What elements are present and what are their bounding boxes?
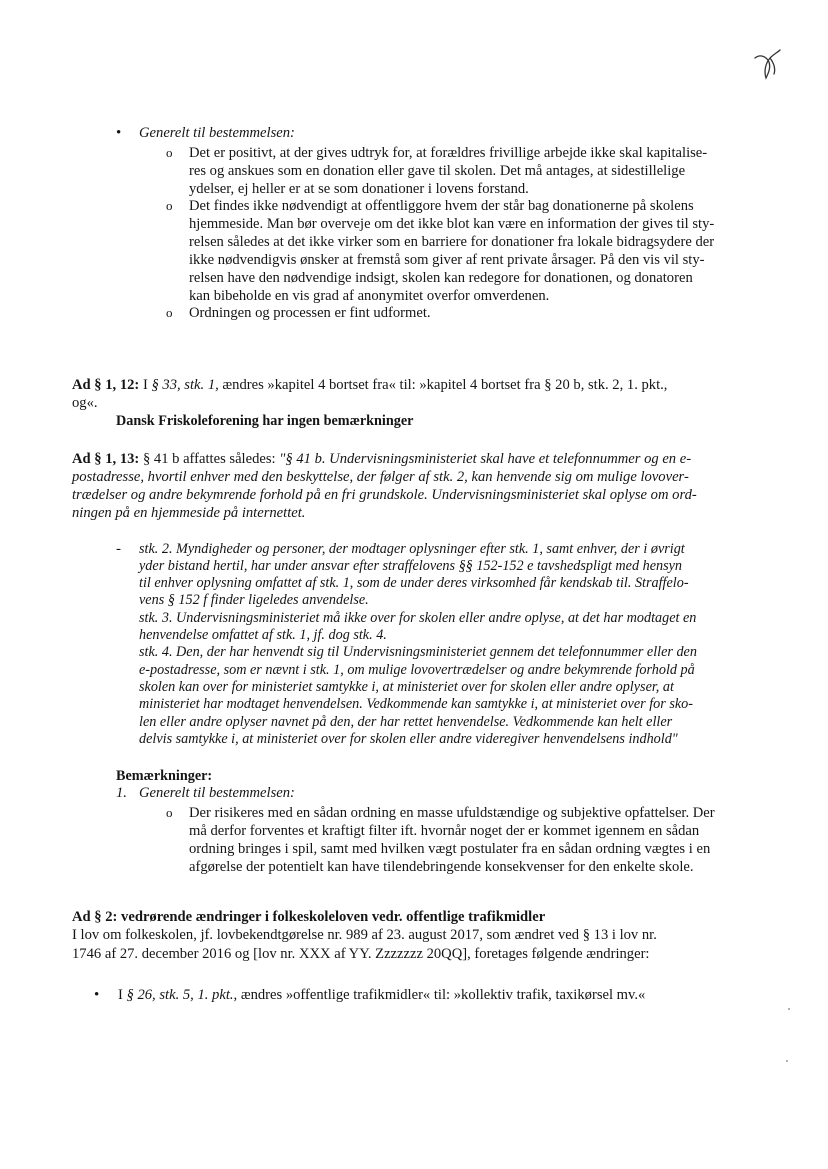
text-line: Ordningen og processen er fint udformet. [189,305,431,321]
circle-bullet-icon: o [166,198,173,213]
bullet-icon: • [116,125,122,141]
legal-reference: § 26, stk. 5, 1. pkt., [126,987,238,1003]
text-line: postadresse, hvortil enhver med den beskyttelse, der følger af stk. 2, kan henvende sig om mulige lovover- [72,469,689,485]
text-line: Det er positivt, at der gives udtryk for, at forældres frivillige arbejde ikke skal kapitalise- [189,145,708,161]
text-line: relsen have den nødvendige indsigt, skolen kan redegore for donationen, og donatoren [189,270,693,286]
text-line: res og anskues som en donation eller gave til skolen. Det må antages, at sidestillelige [189,163,686,179]
text-line: I lov om folkeskolen, jf. lovbekendtgørelse nr. 989 af 23. august 2017, som ændret ved § 13 i lov nr. [72,927,657,943]
scan-speck [786,1060,788,1062]
text-line: og«. [72,395,98,411]
quote-line: stk. 4. Den, der har henvendt sig til Undervisningsministeriet gennem det telefonnummer eller den [139,644,697,660]
remarks-heading: Bemærkninger: [116,768,213,784]
text-span: I [118,987,127,1003]
paragraph-ad-1-13 [72,450,691,468]
quote-line: len eller andre oplyser navnet på den, der har rettet henvendelse. Vedkommende kan helt eller [139,714,673,730]
legal-reference: § 33, stk. 1, [151,377,219,393]
text-line: kan bibeholde en vis grad af anonymitet overfor omverdenen. [189,288,550,304]
quote-line: stk. 2. Myndigheder og personer, der modtager oplysninger efter stk. 1, samt enhver, der i øvrigt [139,541,685,557]
amendment-line [118,986,645,1004]
text-line: trædelser og andre bekymrende forhold på en fri grundskole. Undervisningsministeriet skal oplyse om ord- [72,487,697,503]
text-line: ikke nødvendigvis ønsker at fremstå som giver af rent private årsager. På den vis vil sty- [189,252,705,268]
quote-line: delvis samtykke i, at ministeriet over for skolen eller andre videregiver henvendelsens indhold" [139,731,678,747]
section-heading-generelt: Generelt til bestemmelsen: [139,125,295,141]
circle-bullet-icon: o [166,805,173,820]
quote-line: til enhver oplysning omfattet af stk. 1, som de under deres virksomhed får kendskab til. Straffelo- [139,575,689,591]
quote-line: stk. 3. Undervisningsministeriet må ikke over for skolen eller andre oplyse, at det har modtaget en [139,610,697,626]
circle-bullet-icon: o [166,305,173,320]
text-line: ordning bringes i spil, samt med hvilken vægt postulater fra en sådan ordning vægtes i en [189,841,711,857]
quote-line: e-postadresse, som er nævnt i stk. 1, om mulige lovovertrædelser og andre bekymrende forhold på [139,662,695,678]
text-line: afgørelse der potentielt kan have tilendebringende konsekvenser for den enkelte skole. [189,859,694,875]
text-span: "§ 41 b. Undervisningsministeriet skal have et telefonnummer og en e- [279,451,692,467]
section-heading-generelt: Generelt til bestemmelsen: [139,785,295,801]
quote-line: vens § 152 f finder ligeledes anvendelse. [139,592,369,608]
text-span: ændres »offentlige trafikmidler« til: »kollektiv trafik, taxikørsel mv.« [237,987,646,1003]
dash-bullet: - [116,541,121,557]
text-line: Der risikeres med en sådan ordning en masse ufuldstændige og subjektive opfattelser. Der [189,805,715,821]
text-line: 1746 af 27. december 2016 og [lov nr. XXX af YY. Zzzzzzz 20QQ], foretages følgende ændringer: [72,946,650,962]
section-heading-ad-2: Ad § 2: vedrørende ændringer i folkeskoleloven vedr. offentlige trafikmidler [72,909,546,925]
no-remarks-note: Dansk Friskoleforening har ingen bemærkninger [116,413,414,429]
text-line: Det findes ikke nødvendigt at offentliggore hvem der står bag donationerne på skolens [189,198,694,214]
handwritten-initial-icon [752,44,782,84]
circle-bullet-icon: o [166,145,173,160]
bullet-icon: • [94,987,100,1003]
section-label: Ad § 1, 12: [72,377,140,393]
scan-speck [788,1008,790,1010]
quote-line: yder bistand hertil, har under ansvar efter straffelovens §§ 152-152 e tavshedspligt med hensyn [139,558,682,574]
paragraph-ad-1-12 [72,376,667,394]
quote-line: ministeriet har modtaget henvendelsen. Vedkommende kan samtykke i, at ministeriet over for sko- [139,696,693,712]
text-line: relsen således at det ikke virker som en barriere for donationer fra lokale bidragsydere der [189,234,715,250]
text-line: ydelser, ej heller er at se som donationer i lovens forstand. [189,181,529,197]
list-number: 1. [116,785,127,801]
text-span: ændres »kapitel 4 bortset fra« til: »kapitel 4 bortset fra § 20 b, stk. 2, 1. pkt., [218,377,668,393]
text-span: § 41 b affattes således: [139,451,280,467]
text-line: hjemmeside. Man bør overveje om det ikke blot kan være en information der gives til sty- [189,216,715,232]
text-span: I [139,377,152,393]
section-label: Ad § 1, 13: [72,451,140,467]
text-line: må derfor forventes et kraftigt filter ift. hvornår noget der er kommet igennem en sådan [189,823,700,839]
quote-line: skolen kan over for ministeriet samtykke i, at ministeriet over for skolen eller andre oplyser, at [139,679,674,695]
text-line: ningen på en hjemmeside på internettet. [72,505,306,521]
quote-line: henvendelse omfattet af stk. 1, jf. dog stk. 4. [139,627,387,643]
